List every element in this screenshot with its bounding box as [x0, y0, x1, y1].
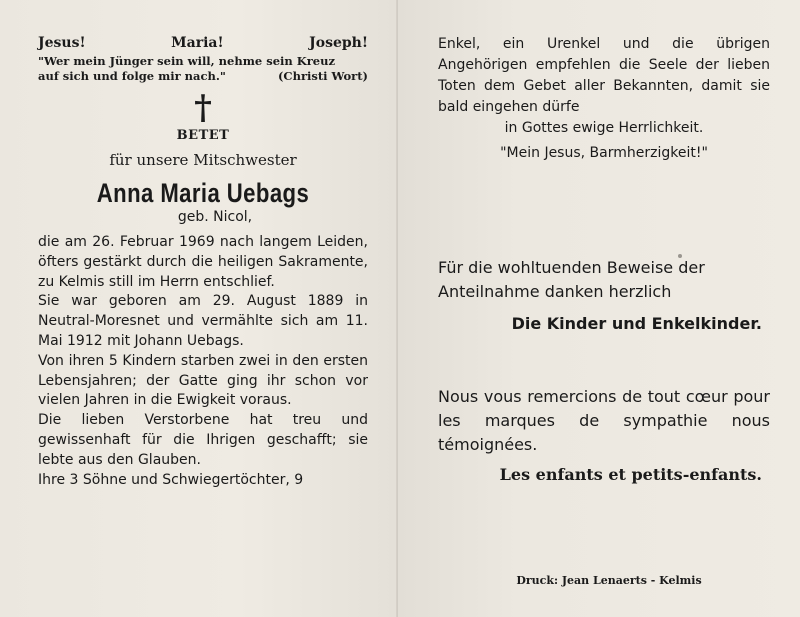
thanks-french: Nous vous remercions de tout cœur pour les marques de sympathie nous témoignées. — [438, 387, 770, 454]
quote-line-2 — [38, 69, 368, 84]
biography-paragraph: Sie war geboren am 29. August 1889 in Neutral-Moresnet und vermählte sich am 11. Mai 1912 mit Johann Uebags. — [38, 293, 368, 349]
scripture-quote — [38, 54, 368, 84]
dedication-line: für unsere Mitschwester — [109, 151, 297, 169]
quote-line-2-text: auf sich und folge mir nach." — [38, 69, 226, 83]
continuation-end: in Gottes ewige Herrlichkeit. — [504, 120, 704, 136]
quote-line-1: "Wer mein Jünger sein will, nehme sein Kreuz — [38, 54, 336, 68]
continuation-text: Enkel, ein Urenkel und die übrigen Angehörigen empfehlen die Seele der lieben Toten dem Gebet aller Bekannten, damit sie bald eingehen dürfe — [438, 36, 770, 115]
maiden-name: geb. Nicol, — [177, 209, 253, 225]
prayer-line: "Mein Jesus, Barmherzigkeit!" — [500, 145, 708, 161]
biography-paragraph: Ihre 3 Söhne und Schwiegertöchter, 9 — [38, 471, 304, 488]
thanks-german-signature: Die Kinder und Enkelkinder. — [511, 314, 762, 333]
thanks-german: Für die wohltuenden Beweise der Anteilnahme danken herzlich — [438, 258, 705, 301]
biography-paragraph: die am 26. Februar 1969 nach langem Leiden, öfters gestärkt durch die heiligen Sakramente, zu Kelmis still im Herrn entschlief. — [38, 234, 368, 290]
biography — [38, 233, 368, 490]
invocation-jesus: Jesus! — [38, 35, 86, 51]
thanks-french-signature: Les enfants et petits-enfants. — [499, 465, 762, 484]
deceased-name: Anna Maria Uebags — [96, 178, 310, 208]
betet-heading: BETET — [176, 128, 230, 143]
biography-paragraph: Von ihren 5 Kindern starben zwei in den ersten Lebensjahren; der Gatte ging ihr schon vor vielen Jahren in die Ewigkeit voraus. — [38, 352, 368, 409]
printer-credit: Druck: Jean Lenaerts - Kelmis — [516, 574, 702, 587]
right-page — [398, 0, 800, 617]
paper-speck — [678, 254, 682, 258]
invocation-joseph: Joseph! — [309, 35, 368, 51]
biography-paragraph: Die lieben Verstorbene hat treu und gewissenhaft für die Ihrigen geschafft; sie lebte aus den Glauben. — [38, 412, 368, 468]
left-page — [0, 0, 398, 617]
cross-icon: † — [194, 88, 212, 128]
invocation — [38, 34, 368, 52]
quote-source: (Christi Wort) — [277, 69, 368, 83]
invocation-maria: Maria! — [171, 35, 224, 51]
